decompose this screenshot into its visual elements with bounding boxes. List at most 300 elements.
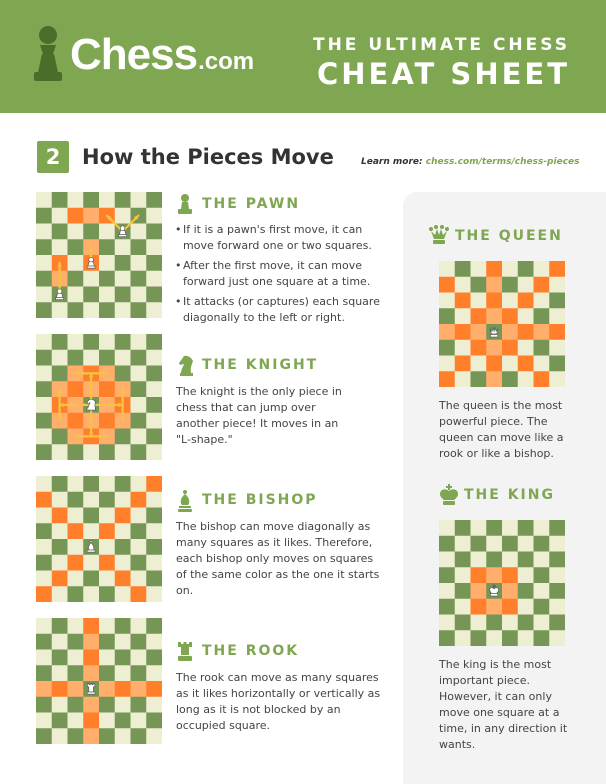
board-square	[99, 697, 115, 713]
brand-tld: .com	[198, 48, 255, 75]
board-square	[146, 728, 162, 744]
board-square	[68, 192, 84, 208]
board-square	[52, 429, 68, 445]
board-square	[83, 334, 99, 350]
board-square	[68, 255, 84, 271]
board-square	[146, 681, 162, 697]
board-square	[439, 630, 455, 646]
board-square	[549, 293, 565, 309]
board-square	[455, 599, 471, 615]
board-square	[502, 567, 518, 583]
board-square	[439, 277, 455, 293]
board-square	[455, 340, 471, 356]
board-square	[146, 508, 162, 524]
board-square	[99, 255, 115, 271]
board-square	[471, 356, 487, 372]
board-square	[518, 324, 534, 340]
board-square	[502, 371, 518, 387]
queen-heading	[429, 225, 563, 247]
board-square	[83, 350, 99, 366]
board-square	[146, 618, 162, 634]
board-square	[68, 713, 84, 729]
board-square	[52, 713, 68, 729]
board-square	[146, 476, 162, 492]
board-square	[131, 697, 147, 713]
board-square	[36, 350, 52, 366]
board-square	[455, 356, 471, 372]
board-square	[471, 371, 487, 387]
board-square	[455, 630, 471, 646]
board-square	[131, 350, 147, 366]
queen-movement-board	[439, 261, 565, 387]
board-square	[471, 277, 487, 293]
board-square	[52, 492, 68, 508]
rook-board-svg	[36, 618, 162, 744]
board-square	[439, 520, 455, 536]
bishop-heading	[176, 489, 318, 511]
board-square	[99, 681, 115, 697]
king-description: The king is the most important piece. However, it can only move one square at a time, in any direction it wants.	[439, 658, 568, 751]
board-square	[68, 271, 84, 287]
board-square	[471, 615, 487, 631]
board-square	[83, 302, 99, 318]
board-square	[131, 397, 147, 413]
board-square	[99, 350, 115, 366]
board-square	[146, 208, 162, 224]
board-square	[36, 539, 52, 555]
board-square	[68, 665, 84, 681]
board-square	[534, 583, 550, 599]
board-square	[439, 324, 455, 340]
board-square	[52, 665, 68, 681]
board-square	[131, 618, 147, 634]
board-square	[146, 444, 162, 460]
board-square	[68, 239, 84, 255]
board-square	[471, 520, 487, 536]
board-square	[146, 555, 162, 571]
board-square	[115, 618, 131, 634]
board-square	[471, 583, 487, 599]
board-square	[68, 523, 84, 539]
board-square	[99, 539, 115, 555]
board-square	[68, 287, 84, 303]
board-square	[83, 634, 99, 650]
board-square	[131, 508, 147, 524]
board-square	[115, 697, 131, 713]
board-square	[131, 255, 147, 271]
board-square	[146, 397, 162, 413]
board-square	[99, 271, 115, 287]
board-square	[36, 492, 52, 508]
board-square	[534, 293, 550, 309]
board-square	[52, 508, 68, 524]
board-square	[115, 665, 131, 681]
board-square	[439, 371, 455, 387]
board-square	[455, 615, 471, 631]
board-square	[502, 308, 518, 324]
board-square	[83, 586, 99, 602]
board-square	[549, 261, 565, 277]
learn-more-link[interactable]: chess.com/terms/chess-pieces	[425, 157, 580, 167]
board-square	[115, 713, 131, 729]
board-square	[146, 255, 162, 271]
board-square	[471, 567, 487, 583]
queen-board-svg	[439, 261, 565, 387]
board-square	[146, 650, 162, 666]
board-square	[83, 444, 99, 460]
board-square	[68, 508, 84, 524]
board-square	[146, 192, 162, 208]
title-line-2: CHEAT SHEET	[317, 57, 570, 91]
board-square	[486, 630, 502, 646]
board-square	[146, 586, 162, 602]
pawn-rule-3: • It attacks (or captures) each square diagonally to the left or right.	[175, 294, 387, 326]
board-square	[115, 192, 131, 208]
board-square	[83, 192, 99, 208]
board-square	[471, 308, 487, 324]
board-square	[52, 650, 68, 666]
board-square	[486, 277, 502, 293]
board-square	[52, 444, 68, 460]
board-square	[115, 555, 131, 571]
board-square	[471, 340, 487, 356]
board-square	[455, 567, 471, 583]
board-square	[115, 523, 131, 539]
board-square	[68, 650, 84, 666]
board-square	[131, 555, 147, 571]
board-square	[455, 552, 471, 568]
board-square	[131, 239, 147, 255]
board-square	[36, 302, 52, 318]
board-square	[439, 261, 455, 277]
board-square	[146, 302, 162, 318]
board-square	[146, 366, 162, 382]
board-square	[146, 492, 162, 508]
rook-movement-board	[36, 618, 162, 744]
board-square	[83, 555, 99, 571]
board-square	[131, 476, 147, 492]
board-square	[502, 356, 518, 372]
board-square	[68, 334, 84, 350]
board-square	[36, 586, 52, 602]
board-square	[534, 356, 550, 372]
board-square	[99, 508, 115, 524]
board-square	[36, 366, 52, 382]
board-square	[115, 508, 131, 524]
board-square	[146, 634, 162, 650]
board-square	[518, 599, 534, 615]
board-square	[518, 615, 534, 631]
board-square	[36, 508, 52, 524]
board-square	[68, 634, 84, 650]
board-square	[549, 630, 565, 646]
board-square	[534, 536, 550, 552]
board-square	[549, 371, 565, 387]
board-square	[455, 520, 471, 536]
brand-name: Chess	[70, 30, 198, 79]
board-square	[68, 539, 84, 555]
board-square	[36, 413, 52, 429]
board-square	[99, 444, 115, 460]
board-square	[99, 492, 115, 508]
board-square	[486, 371, 502, 387]
board-square	[146, 539, 162, 555]
board-square	[115, 476, 131, 492]
board-square	[549, 567, 565, 583]
board-square	[52, 634, 68, 650]
board-square	[36, 571, 52, 587]
board-square	[68, 224, 84, 240]
board-square	[99, 523, 115, 539]
board-square	[486, 340, 502, 356]
board-square	[439, 567, 455, 583]
cheat-sheet-title	[313, 34, 570, 92]
board-square	[486, 599, 502, 615]
board-square	[36, 555, 52, 571]
board-square	[36, 618, 52, 634]
board-square	[131, 681, 147, 697]
board-square	[99, 476, 115, 492]
board-square	[534, 308, 550, 324]
board-square	[52, 239, 68, 255]
board-square	[115, 571, 131, 587]
board-square	[52, 618, 68, 634]
board-square	[486, 520, 502, 536]
board-square	[518, 277, 534, 293]
board-square	[486, 261, 502, 277]
board-square	[549, 324, 565, 340]
board-square	[131, 571, 147, 587]
board-square	[83, 476, 99, 492]
board-square	[52, 555, 68, 571]
board-square	[115, 444, 131, 460]
board-square	[99, 381, 115, 397]
board-square	[36, 429, 52, 445]
board-square	[83, 208, 99, 224]
queen-icon	[429, 225, 447, 247]
board-square	[83, 492, 99, 508]
board-square	[549, 340, 565, 356]
board-square	[518, 520, 534, 536]
board-square	[115, 539, 131, 555]
board-square	[99, 665, 115, 681]
board-square	[549, 599, 565, 615]
board-square	[486, 567, 502, 583]
bishop-board-svg	[36, 476, 162, 602]
board-square	[99, 618, 115, 634]
board-square	[99, 224, 115, 240]
board-square	[99, 571, 115, 587]
board-square	[131, 444, 147, 460]
board-square	[502, 277, 518, 293]
board-square	[518, 293, 534, 309]
board-square	[99, 728, 115, 744]
board-square	[52, 728, 68, 744]
board-square	[115, 492, 131, 508]
board-square	[99, 334, 115, 350]
board-square	[131, 302, 147, 318]
board-square	[36, 287, 52, 303]
pawn-icon	[176, 193, 194, 215]
board-square	[115, 429, 131, 445]
board-square	[439, 293, 455, 309]
board-square	[36, 634, 52, 650]
board-square	[131, 650, 147, 666]
board-square	[131, 271, 147, 287]
board-square	[549, 583, 565, 599]
board-square	[534, 567, 550, 583]
knight-heading	[176, 354, 318, 376]
board-square	[68, 492, 84, 508]
board-square	[502, 630, 518, 646]
board-square	[131, 287, 147, 303]
board-square	[534, 630, 550, 646]
board-square	[36, 665, 52, 681]
board-square	[52, 302, 68, 318]
board-square	[471, 324, 487, 340]
board-square	[502, 261, 518, 277]
board-square	[146, 665, 162, 681]
board-square	[52, 571, 68, 587]
board-square	[131, 523, 147, 539]
board-square	[131, 192, 147, 208]
board-square	[99, 287, 115, 303]
board-square	[439, 599, 455, 615]
knight-title: THE KNIGHT	[202, 357, 319, 373]
board-square	[146, 571, 162, 587]
board-square	[68, 476, 84, 492]
board-square	[518, 371, 534, 387]
board-square	[115, 366, 131, 382]
board-square	[486, 536, 502, 552]
board-square	[115, 271, 131, 287]
board-square	[502, 552, 518, 568]
board-square	[68, 381, 84, 397]
board-square	[471, 599, 487, 615]
board-square	[83, 508, 99, 524]
board-square	[518, 261, 534, 277]
chess-com-logo[interactable]	[28, 20, 254, 90]
knight-description: The knight is the only piece in chess that can jump over another piece! It moves in an "L-shape."	[176, 385, 342, 446]
board-square	[534, 277, 550, 293]
board-square	[146, 239, 162, 255]
board-square	[439, 308, 455, 324]
board-square	[99, 650, 115, 666]
board-square	[52, 539, 68, 555]
board-square	[518, 552, 534, 568]
board-square	[99, 713, 115, 729]
board-square	[131, 334, 147, 350]
queen-title: THE QUEEN	[455, 228, 563, 244]
board-square	[518, 583, 534, 599]
board-square	[534, 261, 550, 277]
board-square	[36, 239, 52, 255]
board-square	[68, 444, 84, 460]
board-square	[549, 536, 565, 552]
board-square	[549, 552, 565, 568]
board-square	[115, 650, 131, 666]
pawn-movement-board	[36, 192, 162, 318]
board-square	[518, 308, 534, 324]
board-square	[146, 334, 162, 350]
pawn-rule-2: • After the first move, it can move forward just one square at a time.	[175, 258, 387, 290]
board-square	[502, 599, 518, 615]
board-square	[115, 302, 131, 318]
board-square	[36, 224, 52, 240]
rook-icon	[176, 640, 194, 662]
board-square	[115, 586, 131, 602]
board-square	[455, 277, 471, 293]
board-square	[471, 536, 487, 552]
board-square	[131, 366, 147, 382]
board-square	[68, 208, 84, 224]
board-square	[455, 261, 471, 277]
board-square	[146, 429, 162, 445]
board-square	[52, 366, 68, 382]
board-square	[36, 397, 52, 413]
board-square	[502, 536, 518, 552]
board-square	[471, 261, 487, 277]
board-square	[146, 350, 162, 366]
board-square	[115, 287, 131, 303]
board-square	[534, 371, 550, 387]
board-square	[36, 255, 52, 271]
board-square	[439, 536, 455, 552]
king-heading	[438, 484, 555, 506]
queen-description: The queen is the most powerful piece. The queen can move like a rook or like a bishop.	[439, 399, 564, 460]
board-square	[83, 713, 99, 729]
board-square	[68, 413, 84, 429]
board-square	[36, 523, 52, 539]
board-square	[439, 583, 455, 599]
board-square	[502, 340, 518, 356]
board-square	[518, 340, 534, 356]
board-square	[131, 713, 147, 729]
board-square	[131, 728, 147, 744]
board-square	[502, 615, 518, 631]
board-square	[534, 615, 550, 631]
board-square	[455, 536, 471, 552]
board-square	[68, 350, 84, 366]
board-square	[146, 271, 162, 287]
board-square	[36, 476, 52, 492]
board-square	[83, 618, 99, 634]
board-square	[83, 728, 99, 744]
rook-description: The rook can move as many squares as it likes horizontally or vertically as long as it is not blocked by an occupied square.	[176, 671, 381, 732]
board-square	[99, 555, 115, 571]
board-square	[83, 224, 99, 240]
bishop-movement-board	[36, 476, 162, 602]
board-square	[131, 429, 147, 445]
board-square	[36, 697, 52, 713]
board-square	[131, 539, 147, 555]
board-square	[36, 650, 52, 666]
board-square	[68, 728, 84, 744]
king-icon	[438, 484, 456, 506]
board-square	[471, 552, 487, 568]
board-square	[52, 523, 68, 539]
board-square	[549, 308, 565, 324]
board-square	[146, 287, 162, 303]
board-square	[486, 308, 502, 324]
board-square	[99, 302, 115, 318]
board-square	[549, 615, 565, 631]
board-square	[131, 492, 147, 508]
learn-more-label: Learn more:	[361, 157, 423, 167]
board-square	[502, 520, 518, 536]
king-board-svg	[439, 520, 565, 646]
board-square	[131, 413, 147, 429]
